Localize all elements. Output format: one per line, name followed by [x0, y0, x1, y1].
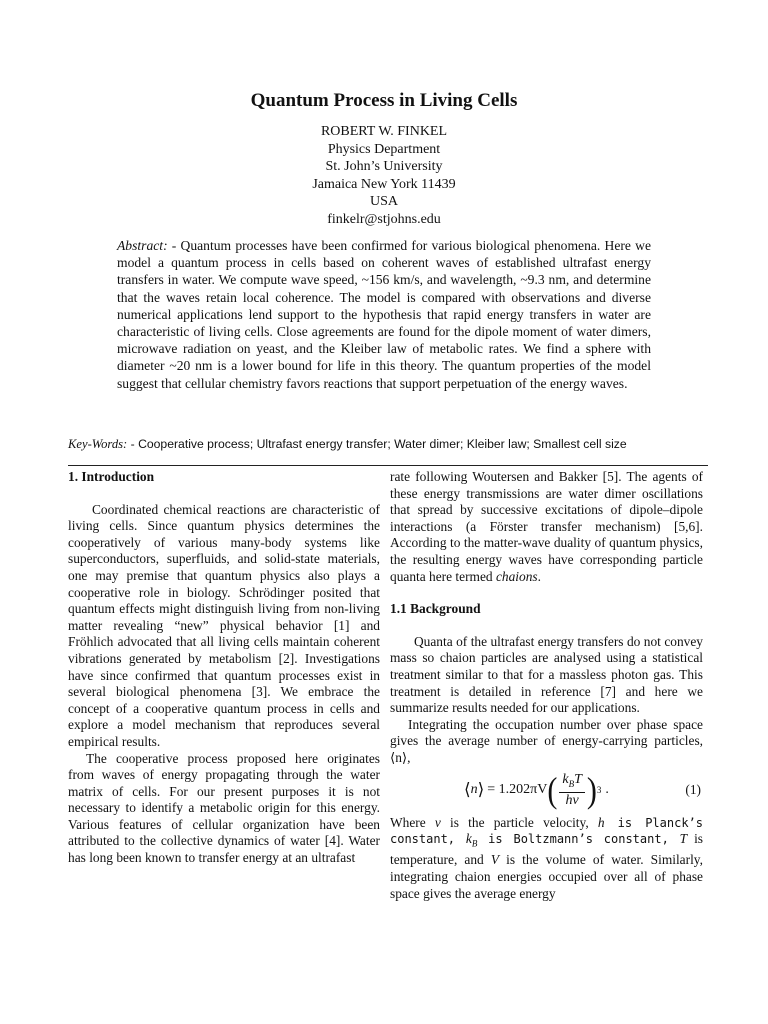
section-divider: [68, 465, 708, 466]
intro-heading: 1. Introduction: [68, 469, 155, 484]
left-column: [68, 469, 380, 867]
symbol-T: T: [679, 831, 688, 847]
intro-paragraph-2: The cooperative process proposed here originates from waves of energy propagating through the water matrix of cells. For our present purposes it is not necessary to identify a metabolic origin for this energy. Various features of cellular organization have been attributed to the collective dynamics of water [4]. Water has long been known to transfer energy at an ultrafast: [68, 750, 380, 866]
bg-p3-a: Where: [390, 814, 435, 830]
equation-number: (1): [685, 781, 701, 797]
author-country: USA: [369, 194, 398, 210]
bg-p3-c: is Planck’s constant,: [390, 815, 703, 847]
right-column: [390, 469, 703, 902]
bg-p3-d: is Boltzmann’s constant,: [477, 832, 680, 847]
keywords-text: - Cooperative process; Ultrafast energy transfer; Water dimer; Kleiber law; Smallest cell size: [127, 437, 627, 451]
author-block: [0, 123, 768, 229]
keywords-label: Key-Words:: [68, 437, 128, 451]
symbol-kb: $k_B$: [465, 831, 478, 849]
background-paragraph-3: [390, 815, 703, 903]
author-university: St. John’s University: [325, 159, 443, 175]
abstract: [117, 237, 651, 392]
equation-1: [390, 769, 703, 813]
intro-paragraph-3: [390, 469, 703, 585]
symbol-h: h: [597, 814, 605, 830]
author-department: Physics Department: [327, 141, 441, 157]
paper-title: Quantum Process in Living Cells: [250, 90, 518, 111]
author-name: ROBERT W. FINKEL: [320, 124, 448, 139]
background-paragraph-2: Integrating the occupation number over phase space gives the average number of energy-carrying particles, ⟨n⟩,: [390, 716, 703, 765]
eq-lhs: n: [470, 782, 478, 798]
abstract-text: - Quantum processes have been confirmed for various biological phenomena. Here we model a quantum process in cells based on coherent waves of established ultrafast energy transfers in water. We compute wave speed, ~156 km/s, and wavelength, ~9.3 nm, and determine that the waves retain local coherence. The model is compared with observations and diverse numerical applications lend support to the hypothesis that rapid energy transfers in water are characteristic of living cells. Close agreements are found for the dipole moment of water dimers, microwave radiation on yeast, and the Kleiber law of metabolic rates. We find a sphere with diameter ~20 nm is a lower bound for life in this theory. The quantum properties of the model suggest that cellular chemistry favors reactions that support perpetuation of the energy waves.: [117, 238, 651, 391]
author-email[interactable]: finkelr@stjohns.edu: [327, 211, 441, 227]
background-heading: 1.1 Background: [390, 601, 481, 617]
eq-exponent: 3: [596, 785, 602, 796]
author-city: Jamaica New York 11439: [312, 176, 456, 192]
intro-paragraph-1: Coordinated chemical reactions are characteristic of living cells. Since quantum physics determines the cooperatively of various many-body systems like superconductors, superfluids, and solid-state materials, one may premise that quantum physics also plays a cooperative role in biology. Schrödinger posited that quantum effects might distinguish living from non-living matter revealing “new” physical behavior [1] and Fröhlich advocated that all living cells maintain coherent vibrations generated by metabolism [2]. Investigations have since confirmed that quantum processes exist in several biological phenomena [3]. We embrace the concept of a cooperative quantum process in cells and explore a model mechanism that reproduces several empirical results.: [68, 501, 380, 749]
intro-paragraph-3-end: .: [537, 568, 541, 584]
abstract-label: Abstract:: [117, 238, 168, 253]
bg-p3-f: is the volume of water. Similarly, integrating chaion energies occupied over all of phase space gives the average energy: [390, 852, 703, 901]
bg-p3-e: is temperature, and: [390, 831, 704, 868]
symbol-v: v: [434, 814, 441, 830]
bg-p3-b: is the particle velocity,: [440, 814, 598, 830]
eq-coefficient: = 1.202πV: [487, 782, 548, 798]
chaions-term: chaions: [495, 568, 538, 584]
eq-numerator: $k_BT$: [559, 772, 585, 793]
eq-denominator: hν: [565, 792, 579, 808]
eq-fraction: [559, 772, 585, 809]
intro-paragraph-3-start: rate following Woutersen and Bakker [5]. The agents of these energy transmissions are water dimer oscillations that spread by successive excitations of dipole–dipole interactions (a Förster transfer mechanism) [5,6]. According to the matter-wave duality of quantum physics, the resulting energy waves have corresponding particle quanta here termed: [390, 469, 703, 584]
symbol-V: V: [490, 852, 500, 868]
background-paragraph-1: Quanta of the ultrafast energy transfers do not convey mass so chaion particles are analysed using a statistical treatment similar to that for a massless photon gas. This treatment is detailed in reference [7] and here we summarize results needed for our applications.: [390, 633, 703, 716]
keywords: [68, 436, 708, 452]
equation-body: ⟨ n ⟩ = 1.202πV ( $\frac{k_BT}{h\nu}$ ) 3 .: [464, 770, 609, 810]
